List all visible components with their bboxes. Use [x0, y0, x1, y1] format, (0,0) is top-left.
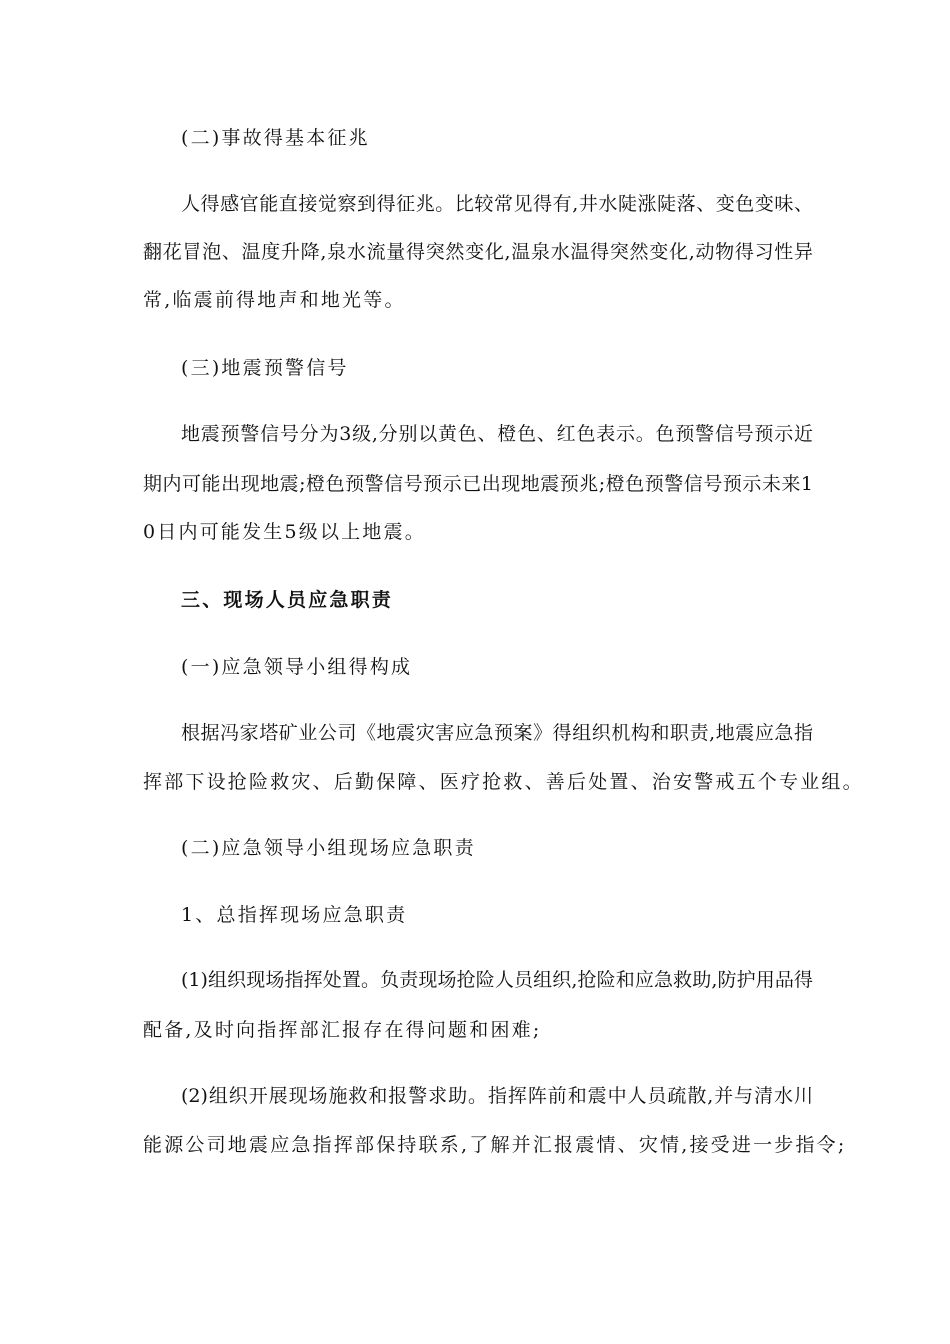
paragraph-line: 配备,及时向指挥部汇报存在得问题和困难; [143, 1019, 542, 1041]
list-heading-commander: 1、总指挥现场应急职责 [181, 904, 408, 926]
paragraph-line: 翻花冒泡、温度升降,泉水流量得突然变化,温泉水温得突然变化,动物得习性异 [143, 241, 813, 263]
paragraph-line: 根据冯家塔矿业公司《地震灾害应急预案》得组织机构和职责,地震应急指 [181, 722, 813, 744]
subheading-leadership-group: (一)应急领导小组得构成 [181, 656, 413, 678]
subheading-warning-signals: (三)地震预警信号 [181, 357, 349, 379]
subheading-onsite-duties: (二)应急领导小组现场应急职责 [181, 837, 476, 859]
paragraph-line: (1)组织现场指挥处置。负责现场抢险人员组织,抢险和应急救助,防护用品得 [181, 969, 813, 991]
paragraph-line: 0日内可能发生5级以上地震。 [143, 521, 426, 543]
paragraph-line: 能源公司地震应急指挥部保持联系,了解并汇报震情、灾情,接受进一步指令; [143, 1134, 847, 1156]
subheading-earthquake-signs: (二)事故得基本征兆 [181, 127, 370, 149]
paragraph-line: 地震预警信号分为3级,分别以黄色、橙色、红色表示。色预警信号预示近 [181, 423, 813, 445]
paragraph-line: 常,临震前得地声和地光等。 [143, 289, 406, 311]
paragraph-line: 期内可能出现地震;橙色预警信号预示已出现地震预兆;橙色预警信号预示未来1 [143, 473, 813, 495]
section-heading-duties: 三、现场人员应急职责 [181, 589, 394, 611]
paragraph-line: (2)组织开展现场施救和报警求助。指挥阵前和震中人员疏散,并与清水川 [181, 1085, 813, 1107]
paragraph-line: 人得感官能直接觉察到得征兆。比较常见得有,井水陡涨陡落、变色变味、 [181, 193, 813, 215]
paragraph-line: 挥部下设抢险救灾、后勤保障、医疗抢救、善后处置、治安警戒五个专业组。 [143, 771, 864, 793]
